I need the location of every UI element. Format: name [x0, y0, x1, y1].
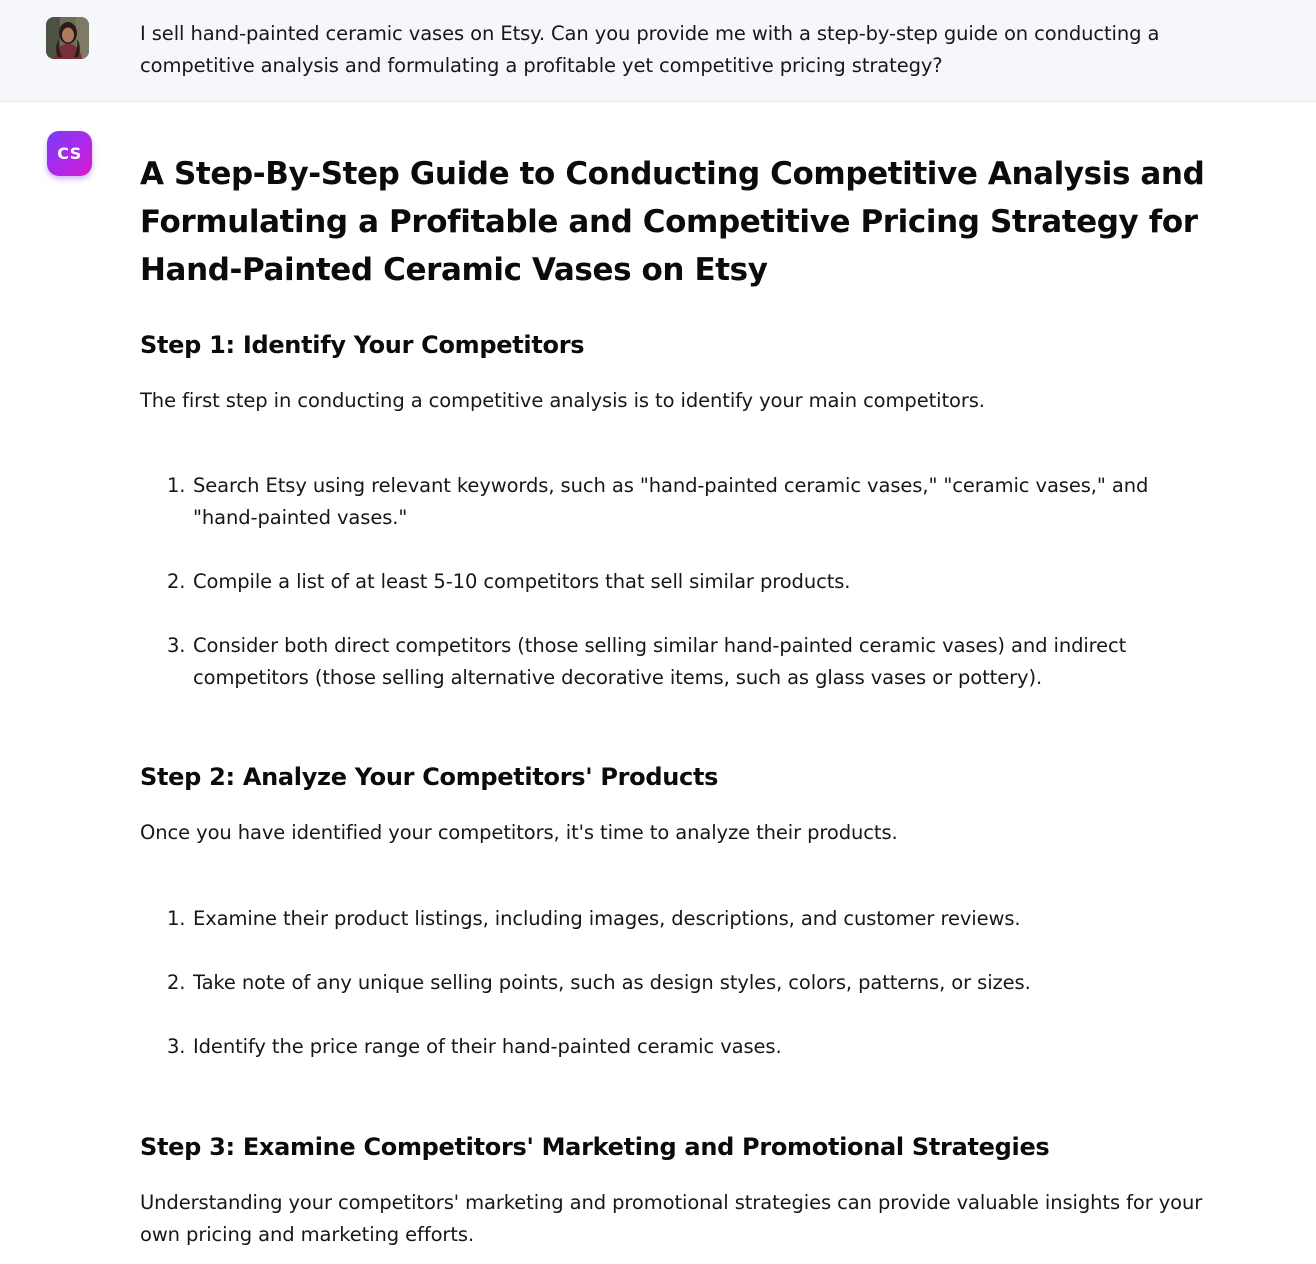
list-item: 1. Search Etsy using relevant keywords, such as "hand-painted ceramic vases," "ceramic vases," and "hand-painted vases.": [167, 474, 1149, 529]
step-1-heading: Step 1: Identify Your Competitors: [140, 331, 585, 359]
user-message-text: I sell hand-painted ceramic vases on Etsy. Can you provide me with a step-by-step guide on conducting a competitive analysis and formulating a profitable yet competitive pricing strategy?: [140, 22, 1160, 77]
step-1-list: [140, 470, 1210, 694]
user-message-row: [0, 0, 1316, 102]
step-3-intro: Understanding your competitors' marketing and promotional strategies can provide valuable insights for your own pricing and marketing efforts.: [140, 1191, 1203, 1246]
step-2-heading: Step 2: Analyze Your Competitors' Products: [140, 763, 719, 791]
assistant-avatar: [47, 131, 92, 176]
step-2-intro: Once you have identified your competitors, it's time to analyze their products.: [140, 821, 898, 844]
list-item: 2. Take note of any unique selling points, such as design styles, colors, patterns, or sizes.: [167, 971, 1031, 994]
user-avatar: [46, 17, 89, 59]
list-item: 3. Consider both direct competitors (those selling similar hand-painted ceramic vases) and indirect competitors (those selling alternative decorative items, such as glass vases or pottery).: [167, 634, 1127, 689]
list-item: 3. Identify the price range of their hand-painted ceramic vases.: [167, 1035, 782, 1058]
list-item: 1. Examine their product listings, including images, descriptions, and customer reviews.: [167, 907, 1021, 930]
user-photo-avatar-icon: [46, 17, 89, 59]
step-1-intro: The first step in conducting a competitive analysis is to identify your main competitors.: [140, 389, 985, 412]
assistant-avatar-label: CS: [57, 144, 82, 163]
assistant-response: [140, 150, 1210, 1251]
response-title: A Step-By-Step Guide to Conducting Competitive Analysis and Formulating a Profitable and Competitive Pricing Strategy for Hand-Painted Ceramic Vases on Etsy: [140, 156, 1205, 288]
list-item: 2. Compile a list of at least 5-10 competitors that sell similar products.: [167, 570, 851, 593]
step-3-heading: Step 3: Examine Competitors' Marketing and Promotional Strategies: [140, 1133, 1050, 1161]
step-2-list: [140, 903, 1210, 1063]
